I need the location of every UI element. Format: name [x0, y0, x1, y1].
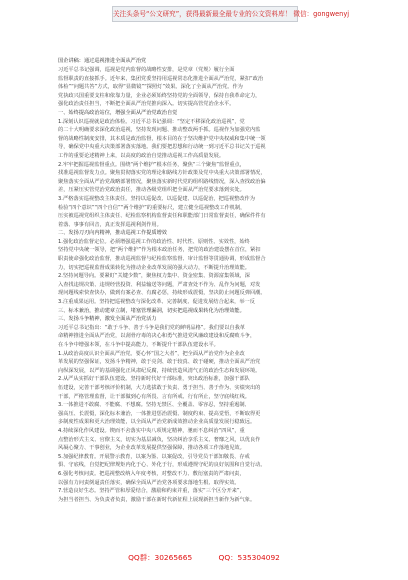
document-line: 强高压、长震慑，深化标本兼治，一体推进惩治震慑、制度约束、提高觉悟，不断取得更: [58, 410, 261, 417]
document-line: 3.注重成果运用。坚持把巡视整改与深化改革、完善制度、促进发展结合起来，举一反: [58, 299, 255, 306]
document-line: 二、发扬刀刃向内精神，推动巡视工作提质增效: [58, 230, 167, 237]
document-title: 国企讲稿：通过巡视推进全面从严治党: [58, 58, 147, 64]
document-line: 三、标本兼治，推动建章立制，堵塞管理漏洞，切实把巡视成果转化为治理效能。: [58, 307, 245, 314]
document-lines: [58, 66, 354, 504]
document-line: 干部，严格管理监督，让干部做到心有所畏、言有所戒、行有所止，坚守底线红线。: [58, 393, 250, 400]
document-line: 多制度性成果和更大治理效能，以全面从严治党新成效推动企业高质量发展行稳致远。: [58, 419, 256, 426]
document-line: 监督职责的直接抓手。近年来，集团党委坚持用巡视常态化推进全面从严治党，紧扣“政治: [58, 75, 264, 82]
promo-banner-text: 关注头条号“公文研究”，获得最新最全最专业的公文资料库！ 微信：gongwenyj: [113, 10, 350, 18]
document-line: 体检”“问题共答”方式，取得“显微镜”“探照灯”效果。深化了全面从严治党。作为: [58, 84, 243, 91]
document-line: 以强有力问责倒逼责任落实，确保全面从严治党各项要求落地生根、取得实效。: [58, 479, 240, 486]
document-line: 命精神推进全面从严治党，以刮骨疗毒的决心和勇气推进党风廉政建设和反腐败斗争，: [58, 333, 256, 340]
document-line: 风凝心聚力、干事创业，为企业改革发展提供坚强保障，推动各项工作落地见效。: [58, 445, 245, 452]
document-line: 1.强化政治监督定位。必须增强巡视工作的政治性、时代性、原则性、实效性，始终: [58, 238, 250, 245]
document-line: 3.一体推进不敢腐、不能腐、不想腐。坚持无禁区、全覆盖、零容忍，坚持重遏制、: [58, 402, 250, 409]
document-line: 伍建设，完善干部考核评价机制，大力选拔敢于负责、勇于担当、善于作为、实绩突出的: [58, 384, 261, 391]
document-line: 1.深刻认识巡视就是政治体检。习近平总书记强调：“坚定不移深化政治巡视”，党: [58, 118, 245, 125]
document-line: 党执政兴国重要支柱和依靠力量，企业必须始终坚持党的全面领导，保持自我革命定力，: [58, 92, 261, 99]
document-line: 一、始终提高政治站位，增强全面从严治党政治自觉: [58, 109, 178, 116]
document-line: 三、发扬斗争精神，激发全面从严治党活力: [58, 316, 157, 323]
document-line: 职责使命强化政治监督，推动巡视监督与纪检监察监督、审计监督等贯通协调，形成监督合: [58, 256, 266, 263]
document-line: 坚持党中央统一领导，把“两个维护”作为根本政治任务，把党的政治建设摆在首位，紧扣: [58, 247, 261, 254]
document-line: 2.坚持问题导向。要紧盯“关键少数”，聚焦权力集中、资金密集、资源富集领域，深: [58, 273, 250, 280]
document-line: 在斗争中增强本领，在斗争中提高能力，不断提升干部队伍建设水平。: [58, 342, 219, 348]
document-line: 习近平总书记指出：“敢于斗争、善于斗争是我们党的鲜明品格”。我们要以自我革: [58, 324, 245, 331]
contact-footer: [0, 552, 408, 563]
document-line: 检验“四个意识”“四个自信”“两个维护”的重要标尺，建立健全巡视整改工作机制，: [58, 204, 246, 211]
qq-contact-text: QQ：535304092: [218, 553, 280, 562]
document-line: 7.营造良好生态。坚持严管和厚爱结合，激励和约束并重，落实“三个区分开来”，: [58, 488, 245, 495]
document-line: 工作的重要论述精神上来，以高度的政治自觉推动巡视工作高质量发展。: [58, 152, 225, 159]
document-line: 的二十大明确要求深化政治巡视，坚持发现问题、推动整改两手抓。巡视作为加强党内监: [58, 127, 261, 134]
document-line: 着落、事事有回音，真正发挥巡视利剑作用。: [58, 221, 162, 228]
document-line: 导，确保党中央重大决策部署落实落地。我们要把思想和行动统一到习近平总书记关于巡视: [58, 144, 266, 151]
document-line: 现问题线索快查快办，做到有案必查、有腐必惩，持续形成震慑，坚决防止问题反弹回潮。: [58, 290, 266, 297]
document-line: 5.加强纪律教育。开展警示教育，以案为鉴、以案促改，引导党员干部知敬畏、存戒: [58, 453, 250, 460]
document-line: 习近平总书记强调，巡视是党内监督的战略性安排，是党章（党规）履行全面: [58, 67, 235, 73]
document-line: 差，压紧压实管党治党政治责任，推动各级党组织把全面从严治党要求落到实处。: [58, 187, 245, 194]
document-line: 2.从严从实抓好干部队伍建设。坚持新时代好干部标准，突出政治标准，加强干部队: [58, 376, 250, 383]
document-line: 1.从政治高度认识全面从严治党。要心怀“国之大者”，把全面从严治党作为企业改: [58, 350, 245, 357]
document-line: 聚焦落实全面从严治党战略部署情况，聚焦落实新时代党的组织路线情况，深入查找政治偏: [58, 178, 266, 185]
document-line: 点整治形式主义、官僚主义，切实为基层减负，坚决纠治享乐主义、奢靡之风，以优良作: [58, 436, 261, 443]
qq-group-text: QQ群：30265665: [128, 553, 193, 562]
document-line: 6.强化考核问责。把巡视整改纳入年度考核，对整改不力、敷衍塞责的严肃问责，: [58, 470, 245, 477]
document-line: 力，切实把巡视监督成果转化为推动企业改革发展的强大动力，不断提升治理效能。: [58, 264, 250, 271]
document-line: 4.持续深化作风建设。锲而不舍落实中央八项规定精神，驰而不息纠治“四风”，重: [58, 427, 245, 434]
document-line: 压实被巡视党组织主体责任、纪检监察机构监督责任和职能部门日常监督责任，确保件件有: [58, 213, 266, 220]
document-line: 督的战略性制度安排，其本质是政治监督，根本目的在于坚决维护党中央权威和集中统一领: [58, 135, 266, 142]
document-line: 革发展的坚强保证，发扬斗争精神，敢于亮剑、敢于较真、敢于碰硬，推动全面从严治党: [58, 359, 261, 366]
document-line: 惧、守底线，自觉把纪律规矩内化于心、外化于行，形成遵规守纪的良好氛围和自觉行动。: [58, 462, 266, 469]
document-line: 2.牢牢把握巡视监督重点。围绕“两个维护”根本任务，聚焦“三个聚焦”监督重点，: [58, 161, 245, 168]
document-line: 为担当者担当、为负责者负责，激励干部在新时代新征程上展现新担当新作为新气象。: [58, 496, 256, 503]
document-line: 3.严格落实巡视整改主体责任。坚持以巡促改、以巡促建、以巡促治，把巡视整改作为: [58, 195, 255, 202]
document-line: 强化政治责任担当，不断把全面从严治党推向深入。切实提高管党治企水平。: [58, 101, 235, 108]
promo-banner: [112, 6, 350, 22]
document-line: 向纵深发展，以严的基调强化正风肃纪反腐，持续营造风清气正的政治生态和发展环境。: [58, 367, 261, 374]
document-body: [58, 57, 354, 504]
document-line: 入查找违规决策、违规经营投资、利益输送等问题，严肃查处不作为、乱作为问题，对发: [58, 281, 261, 288]
document-line: 找准巡视监督发力点。聚焦贯彻落实党的理论和路线方针政策及党中央重大决策部署情况，: [58, 170, 266, 177]
